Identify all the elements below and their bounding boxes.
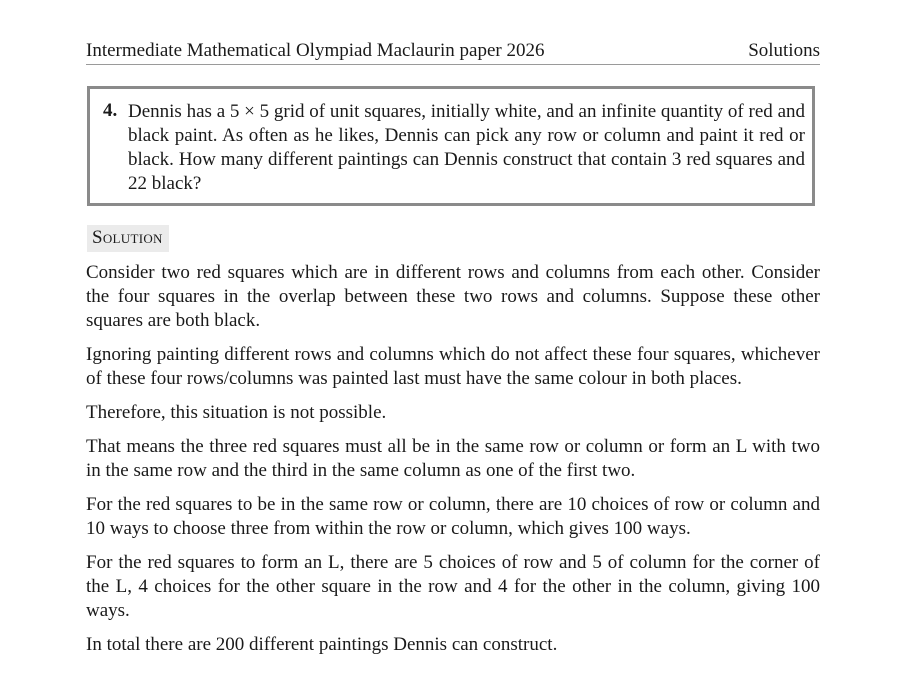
problem-number: 4. (103, 100, 118, 121)
solution-paragraph: For the red squares to form an L, there are 5 choices of row and 5 of column for the corner of the L, 4 choices for the other square in the row and 4 for the other in the column, giving 100 ways. (86, 552, 820, 621)
solution-paragraph: Ignoring painting different rows and columns which do not affect these four squares, whichever of these four rows/columns was painted last must have the same colour in both places. (86, 344, 820, 389)
solution-paragraph: In total there are 200 different paintings Dennis can construct. (86, 634, 558, 655)
solution-paragraph: Therefore, this situation is not possible. (86, 402, 387, 423)
problem-box (87, 86, 815, 206)
solution-paragraph: For the red squares to be in the same row or column, there are 10 choices of row or column and 10 ways to choose three from within the row or column, which gives 100 ways. (86, 494, 820, 539)
solution-body (86, 261, 820, 667)
solution-label: Solution (87, 225, 169, 252)
page-header (86, 38, 820, 65)
problem-statement: Dennis has a 5 × 5 grid of unit squares, initially white, and an infinite quantity of red and black paint. As often as he likes, Dennis can pick any row or column and paint it red or black. How many different paintings can Dennis construct that contain 3 red squares and 22 black? (128, 101, 805, 194)
solution-paragraph: Consider two red squares which are in different rows and columns from each other. Consider the four squares in the overlap between these two rows and columns. Suppose these other squares are both black. (86, 262, 820, 331)
header-title: Intermediate Mathematical Olympiad Maclaurin paper 2026 (86, 40, 545, 61)
solution-paragraph: That means the three red squares must all be in the same row or column or form an L with two in the same row and the third in the same column as one of the first two. (86, 436, 820, 481)
header-section: Solutions (748, 40, 820, 61)
